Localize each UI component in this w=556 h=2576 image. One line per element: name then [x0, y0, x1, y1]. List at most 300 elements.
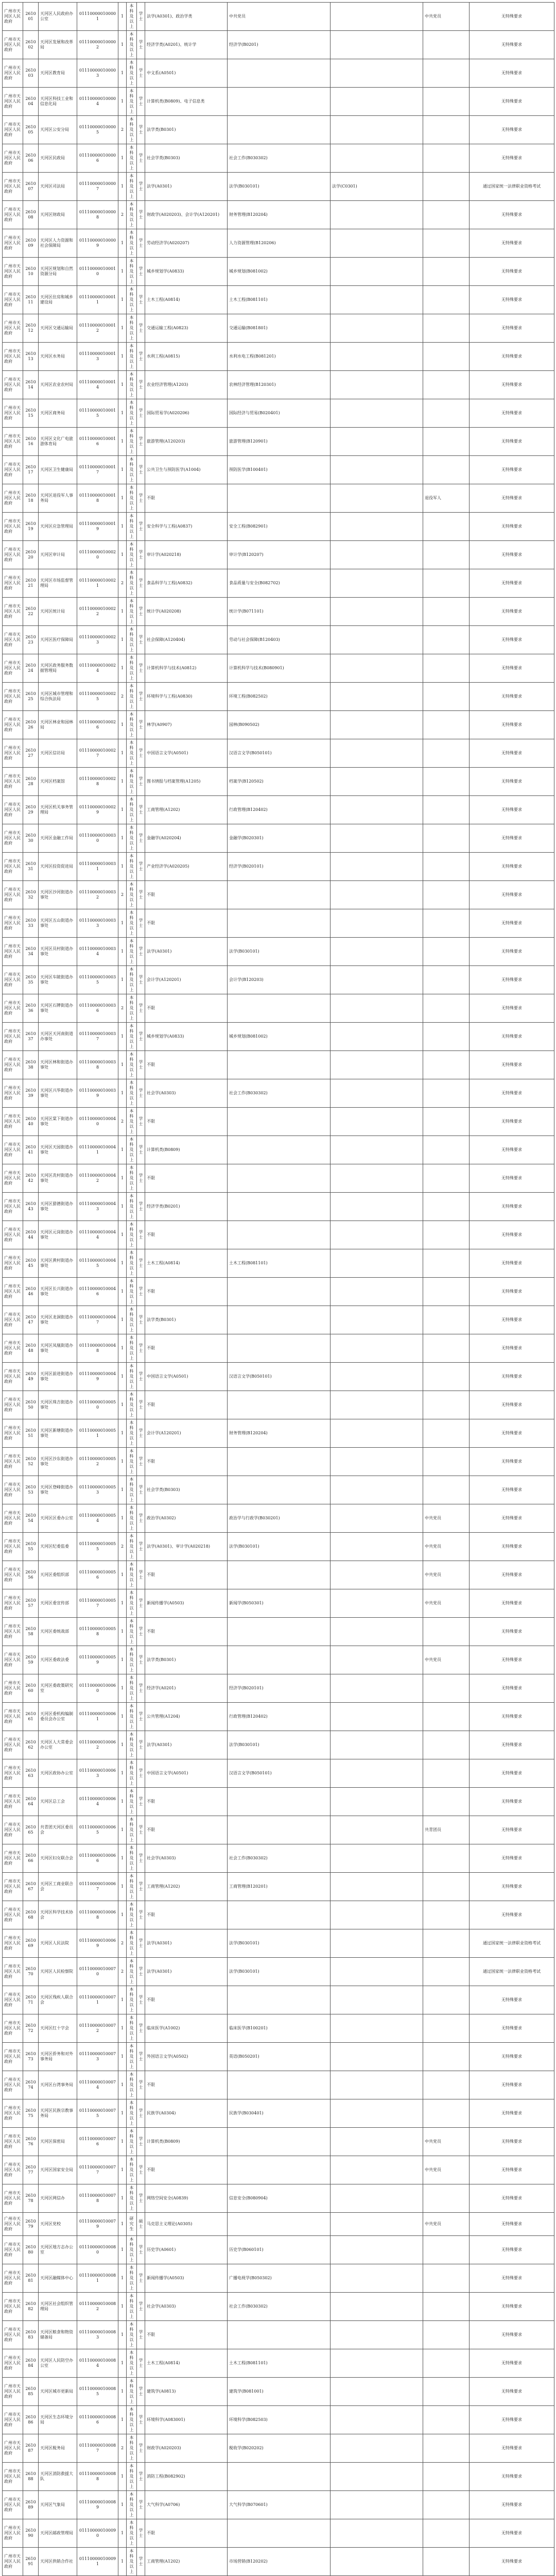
table-row — [3, 428, 554, 456]
table-cell: 天河区五山街道办事处 — [39, 909, 77, 938]
table-cell: 天河区长兴街道办事处 — [39, 1278, 77, 1306]
table-cell: 交通运输工程(A0823) — [145, 314, 228, 343]
table-cell: 1 — [118, 1136, 127, 1164]
table-cell: 通过国家统一法律职业资格考试 — [470, 1929, 554, 1958]
table-cell: 学士 — [137, 683, 145, 711]
table-cell: 学士 — [137, 1816, 145, 1844]
table-cell: 011100000100048 — [77, 1334, 118, 1363]
table-row — [3, 1306, 554, 1334]
table-cell: 1 — [118, 1504, 127, 1533]
table-cell: 学士 — [137, 1079, 145, 1108]
table-row — [3, 1476, 554, 1504]
table-row — [3, 2128, 554, 2156]
table-cell: 学士 — [137, 484, 145, 513]
table-cell: 1 — [118, 2321, 127, 2349]
table-row — [3, 1759, 554, 1788]
table-cell: 011100000100039 — [77, 1079, 118, 1108]
table-cell — [228, 1646, 331, 1674]
table-cell: 天河区市场监督管理局 — [39, 569, 77, 598]
table-cell: 本科及以上 — [127, 938, 137, 966]
table-cell: 261030 — [23, 824, 39, 853]
table-cell: 城乡规划(B081002) — [228, 258, 331, 286]
table-cell: 2 — [118, 1929, 127, 1958]
table-cell: 天河区凤凰街道办事处 — [39, 1334, 77, 1363]
table-cell: 本科及以上 — [127, 1306, 137, 1334]
table-cell — [331, 1533, 423, 1561]
table-cell: 1 — [118, 456, 127, 484]
table-cell: 1 — [118, 1448, 127, 1476]
table-cell — [228, 1986, 331, 2014]
table-cell — [423, 286, 470, 314]
table-cell: 本科及以上 — [127, 966, 137, 994]
table-cell: 汉语言文学(B050101) — [228, 739, 331, 768]
table-cell: 中共党员 — [423, 1589, 470, 1618]
table-cell — [331, 1051, 423, 1079]
table-cell — [423, 2378, 470, 2406]
table-cell: 天河区委统战部 — [39, 1618, 77, 1646]
table-cell: 011100000100037 — [77, 1023, 118, 1051]
table-cell: 261063 — [23, 1759, 39, 1788]
table-cell: 天河区统计局 — [39, 598, 77, 626]
table-cell: 261070 — [23, 1958, 39, 1986]
table-cell — [331, 258, 423, 286]
table-cell — [331, 2293, 423, 2321]
table-cell: 土木工程(A0814) — [145, 286, 228, 314]
table-cell: 1 — [118, 1193, 127, 1221]
table-cell: 1 — [118, 1164, 127, 1193]
table-row — [3, 3, 554, 31]
table-row — [3, 2519, 554, 2548]
table-cell: 政治学(A0302) — [145, 1504, 228, 1533]
table-cell: 1 — [118, 2406, 127, 2434]
table-cell: 广州市天河区人民政府 — [3, 1136, 23, 1164]
table-row — [3, 1533, 554, 1561]
table-cell: 无特殊要求 — [470, 768, 554, 796]
table-cell: 1 — [118, 541, 127, 569]
table-cell: 本科及以上 — [127, 824, 137, 853]
table-cell: 261048 — [23, 1334, 39, 1363]
table-cell: 天河区邮政管理局 — [39, 2519, 77, 2548]
table-cell: 统计学(A020208) — [145, 598, 228, 626]
table-cell: 天河区地方志办公室 — [39, 2236, 77, 2264]
table-cell: 不限 — [145, 1108, 228, 1136]
table-cell: 法学(B030101) — [228, 1533, 331, 1561]
table-cell: 法学(B030101) — [228, 1929, 331, 1958]
table-cell: 011100000100082 — [77, 2293, 118, 2321]
table-row — [3, 1136, 554, 1164]
table-cell: 广州市天河区人民政府 — [3, 2071, 23, 2099]
table-cell: 1 — [118, 2236, 127, 2264]
table-cell: 无特殊要求 — [470, 428, 554, 456]
table-cell — [423, 1108, 470, 1136]
table-row — [3, 173, 554, 201]
table-cell: 011100000100007 — [77, 173, 118, 201]
table-row — [3, 2264, 554, 2293]
table-cell: 261004 — [23, 88, 39, 116]
table-cell: 学士 — [137, 626, 145, 654]
table-cell: 011100000100079 — [77, 2213, 118, 2236]
table-cell: 011100000100033 — [77, 909, 118, 938]
table-cell: 011100000100035 — [77, 966, 118, 994]
table-cell: 无特殊要求 — [470, 1901, 554, 1929]
table-cell: 无特殊要求 — [470, 513, 554, 541]
table-cell: 261053 — [23, 1476, 39, 1504]
table-cell: 园林(B090502) — [228, 711, 331, 739]
table-cell: 011100000100056 — [77, 1561, 118, 1589]
table-cell — [331, 1108, 423, 1136]
table-row — [3, 1079, 554, 1108]
table-cell: 无特殊要求 — [470, 1561, 554, 1589]
table-cell: 1 — [118, 1561, 127, 1589]
table-cell: 1 — [118, 1986, 127, 2014]
table-cell — [331, 2434, 423, 2463]
table-row — [3, 1221, 554, 1249]
table-cell: 天河区国家安全局 — [39, 2156, 77, 2184]
table-cell: 261014 — [23, 371, 39, 399]
table-cell: 广州市天河区人民政府 — [3, 2213, 23, 2236]
table-cell: 2 — [118, 1533, 127, 1561]
table-cell: 临床医学(A1002) — [145, 2014, 228, 2043]
table-cell: 广州市天河区人民政府 — [3, 1618, 23, 1646]
table-cell: 档案学(B120502) — [228, 768, 331, 796]
table-cell: 本科及以上 — [127, 1816, 137, 1844]
table-row — [3, 1618, 554, 1646]
table-cell: 广州市天河区人民政府 — [3, 2463, 23, 2491]
table-cell: 011100000100078 — [77, 2184, 118, 2213]
table-cell: 1 — [118, 1759, 127, 1788]
table-cell: 计算机科学与技术(A0812) — [145, 654, 228, 683]
table-row — [3, 1108, 554, 1136]
table-cell — [423, 116, 470, 144]
table-cell: 2 — [118, 994, 127, 1023]
table-cell: 无特殊要求 — [470, 2128, 554, 2156]
table-row — [3, 1164, 554, 1193]
table-cell: 广州市天河区人民政府 — [3, 229, 23, 258]
table-cell: 农林经济管理(B120301) — [228, 371, 331, 399]
table-cell: 不限 — [145, 1448, 228, 1476]
table-cell: 无特殊要求 — [470, 2349, 554, 2378]
table-cell: 学士 — [137, 428, 145, 456]
table-cell: 261087 — [23, 2434, 39, 2463]
table-cell: 新闻传播学(A0503) — [145, 2264, 228, 2293]
table-cell: 广州市天河区人民政府 — [3, 59, 23, 88]
table-cell: 011100000100069 — [77, 1929, 118, 1958]
table-cell: 261013 — [23, 343, 39, 371]
table-cell — [331, 1561, 423, 1589]
table-cell: 学士 — [137, 1391, 145, 1419]
table-row — [3, 286, 554, 314]
table-cell: 学士 — [137, 1618, 145, 1646]
table-cell — [423, 2099, 470, 2128]
table-cell — [423, 1986, 470, 2014]
table-cell: 261082 — [23, 2293, 39, 2321]
table-cell: 无特殊要求 — [470, 2293, 554, 2321]
table-cell: 011100000100085 — [77, 2378, 118, 2406]
table-cell: 261088 — [23, 2463, 39, 2491]
table-cell: 广州市天河区人民政府 — [3, 1759, 23, 1788]
table-cell: 261033 — [23, 909, 39, 938]
table-cell: 1 — [118, 2463, 127, 2491]
table-cell — [423, 1164, 470, 1193]
table-cell: 学士 — [137, 286, 145, 314]
table-cell: 无特殊要求 — [470, 88, 554, 116]
table-cell: 建筑学(A0813) — [145, 2378, 228, 2406]
table-cell: 011100000100002 — [77, 31, 118, 59]
table-cell: 011100000100077 — [77, 2156, 118, 2184]
table-cell: 本科及以上 — [127, 2264, 137, 2293]
table-cell — [331, 994, 423, 1023]
table-cell: 天河区沙河街道办事处 — [39, 881, 77, 909]
table-cell: 经济学(B020101) — [228, 853, 331, 881]
table-row — [3, 1193, 554, 1221]
table-cell — [331, 484, 423, 513]
table-cell: 学士 — [137, 1278, 145, 1306]
table-cell — [423, 1618, 470, 1646]
table-cell: 261083 — [23, 2321, 39, 2349]
table-cell: 天河区退役军人事务局 — [39, 484, 77, 513]
table-cell: 本科及以上 — [127, 1079, 137, 1108]
table-cell: 不限 — [145, 1278, 228, 1306]
table-cell: 水利水电工程(B081201) — [228, 343, 331, 371]
table-cell: 天河区社会组织管理局 — [39, 2293, 77, 2321]
table-row — [3, 399, 554, 428]
table-cell: 无特殊要求 — [470, 2378, 554, 2406]
table-cell: 民族学(A0304) — [145, 2099, 228, 2128]
table-cell: 消防工程(B082902) — [145, 2463, 228, 2491]
table-cell: 本科及以上 — [127, 1703, 137, 1731]
table-row — [3, 541, 554, 569]
table-cell: 本科及以上 — [127, 1759, 137, 1788]
table-cell: 不限 — [145, 2321, 228, 2349]
table-cell — [331, 2491, 423, 2519]
table-cell — [331, 1674, 423, 1703]
table-cell: 行政管理(B120402) — [228, 796, 331, 824]
table-cell — [228, 59, 331, 88]
table-cell: 天河区区委办公室 — [39, 1504, 77, 1533]
table-cell: 261009 — [23, 229, 39, 258]
table-cell: 本科及以上 — [127, 541, 137, 569]
table-cell: 学士 — [137, 1164, 145, 1193]
table-cell: 无特殊要求 — [470, 966, 554, 994]
table-cell: 011100000100073 — [77, 2043, 118, 2071]
table-cell: 学士 — [137, 1589, 145, 1618]
table-cell: 1 — [118, 59, 127, 88]
table-cell: 环境科学与工程(A0830) — [145, 683, 228, 711]
table-cell: 学士 — [137, 2184, 145, 2213]
table-cell: 本科及以上 — [127, 1136, 137, 1164]
table-cell: 无特殊要求 — [470, 2548, 554, 2576]
table-cell — [423, 1788, 470, 1816]
table-cell: 社会工作(B030302) — [228, 144, 331, 173]
table-cell: 011100000100065 — [77, 1816, 118, 1844]
table-cell — [423, 1136, 470, 1164]
table-cell: 广州市天河区人民政府 — [3, 1193, 23, 1221]
table-cell: 1 — [118, 796, 127, 824]
table-cell: 环境科学(A083001) — [145, 2406, 228, 2434]
table-cell: 天河区总工会 — [39, 1788, 77, 1816]
table-cell — [423, 456, 470, 484]
table-cell: 261075 — [23, 2099, 39, 2128]
table-cell: 无特殊要求 — [470, 1051, 554, 1079]
table-cell: 2 — [118, 201, 127, 229]
table-cell: 学士 — [137, 1844, 145, 1873]
table-cell: 金融学(B020301) — [228, 824, 331, 853]
table-cell: 广州市天河区人民政府 — [3, 2378, 23, 2406]
table-cell: 2 — [118, 116, 127, 144]
table-cell: 学士 — [137, 711, 145, 739]
table-row — [3, 144, 554, 173]
table-cell: 1 — [118, 1363, 127, 1391]
table-cell: 中共党员 — [423, 2128, 470, 2156]
table-cell: 临床医学(B100201) — [228, 2014, 331, 2043]
table-cell — [331, 116, 423, 144]
table-cell — [423, 428, 470, 456]
table-cell: 261061 — [23, 1703, 39, 1731]
table-cell: 本科及以上 — [127, 229, 137, 258]
table-cell: 学士 — [137, 938, 145, 966]
table-cell: 天河区龙洞街道办事处 — [39, 1306, 77, 1334]
table-cell: 广州市天河区人民政府 — [3, 683, 23, 711]
table-cell: 学士 — [137, 1731, 145, 1759]
table-cell: 261049 — [23, 1363, 39, 1391]
table-cell: 工商管理(B120201) — [228, 1873, 331, 1901]
table-cell: 011100000100024 — [77, 654, 118, 683]
table-cell: 中共党员 — [423, 3, 470, 31]
table-cell: 广州市天河区人民政府 — [3, 2156, 23, 2184]
table-cell — [423, 654, 470, 683]
table-cell — [423, 59, 470, 88]
table-cell: 本科及以上 — [127, 1221, 137, 1249]
table-cell: 法学(B030101) — [228, 1958, 331, 1986]
table-cell: 无特殊要求 — [470, 399, 554, 428]
table-cell — [228, 1391, 331, 1419]
table-cell: 社会学(A0303) — [145, 1079, 228, 1108]
table-row — [3, 1363, 554, 1391]
table-cell: 011100000100014 — [77, 371, 118, 399]
table-cell: 261032 — [23, 881, 39, 909]
table-cell: 法学(B030101) — [228, 1731, 331, 1759]
table-row — [3, 1873, 554, 1901]
table-cell — [331, 1136, 423, 1164]
table-cell — [228, 1448, 331, 1476]
table-cell: 1 — [118, 484, 127, 513]
table-row — [3, 796, 554, 824]
table-cell: 广州市天河区人民政府 — [3, 739, 23, 768]
table-cell: 财政学(A020203) — [145, 2434, 228, 2463]
table-cell: 261044 — [23, 1221, 39, 1249]
table-cell — [423, 1929, 470, 1958]
table-cell: 天河区财政局 — [39, 201, 77, 229]
table-cell: 天河区新塘街道办事处 — [39, 1419, 77, 1448]
table-cell — [331, 314, 423, 343]
table-cell: 261057 — [23, 1589, 39, 1618]
table-cell: 学士 — [137, 201, 145, 229]
table-cell: 广州市天河区人民政府 — [3, 513, 23, 541]
table-cell: 1 — [118, 3, 127, 31]
table-cell: 学士 — [137, 2264, 145, 2293]
table-cell — [423, 2491, 470, 2519]
table-cell: 011100000100061 — [77, 1703, 118, 1731]
table-cell: 国际贸易学(A020206) — [145, 399, 228, 428]
table-cell: 广州市天河区人民政府 — [3, 1958, 23, 1986]
table-cell — [331, 654, 423, 683]
table-cell: 1 — [118, 2378, 127, 2406]
table-cell: 1 — [118, 598, 127, 626]
table-cell: 天河区科学技术协会 — [39, 1901, 77, 1929]
table-cell: 261043 — [23, 1193, 39, 1221]
table-row — [3, 31, 554, 59]
table-cell: 学士 — [137, 1448, 145, 1476]
table-cell: 广州市天河区人民政府 — [3, 1504, 23, 1533]
table-cell: 261076 — [23, 2128, 39, 2156]
table-cell: 学士 — [137, 456, 145, 484]
table-cell: 无特殊要求 — [470, 144, 554, 173]
table-cell: 天河区天园街道办事处 — [39, 1136, 77, 1164]
table-cell: 广州市天河区人民政府 — [3, 541, 23, 569]
table-cell: 天河区纪委监委 — [39, 1533, 77, 1561]
table-cell — [331, 428, 423, 456]
table-cell: 法学类(B0301) — [145, 116, 228, 144]
table-cell: 学士 — [137, 258, 145, 286]
table-cell: 261002 — [23, 31, 39, 59]
table-cell: 本科及以上 — [127, 1674, 137, 1703]
table-cell: 法学(A0301) — [145, 1929, 228, 1958]
table-cell — [331, 569, 423, 598]
table-cell: 011100000100020 — [77, 541, 118, 569]
table-cell: 无特殊要求 — [470, 1873, 554, 1901]
table-cell: 天河区委政法委 — [39, 1646, 77, 1674]
table-cell — [423, 314, 470, 343]
table-cell: 学士 — [137, 31, 145, 59]
table-cell: 无特殊要求 — [470, 2014, 554, 2043]
table-cell: 无特殊要求 — [470, 3, 554, 31]
table-cell: 广州市天河区人民政府 — [3, 116, 23, 144]
table-cell — [331, 966, 423, 994]
table-cell: 无特殊要求 — [470, 1816, 554, 1844]
table-cell: 261071 — [23, 1986, 39, 2014]
table-cell: 本科及以上 — [127, 626, 137, 654]
table-cell: 外国语言文学(A0502) — [145, 2043, 228, 2071]
table-cell — [228, 1901, 331, 1929]
table-cell — [423, 513, 470, 541]
table-cell: 不限 — [145, 1618, 228, 1646]
table-cell — [423, 1419, 470, 1448]
table-row — [3, 2014, 554, 2043]
table-cell: 历史学(A0601) — [145, 2236, 228, 2264]
table-cell — [423, 1249, 470, 1278]
table-cell — [331, 1618, 423, 1646]
table-cell: 261051 — [23, 1419, 39, 1448]
table-row — [3, 314, 554, 343]
table-cell — [423, 739, 470, 768]
table-cell: 011100000100091 — [77, 2548, 118, 2576]
table-cell: 审计学(A020218) — [145, 541, 228, 569]
table-cell: 广州市天河区人民政府 — [3, 1873, 23, 1901]
table-cell: 本科及以上 — [127, 1419, 137, 1448]
table-cell: 1 — [118, 513, 127, 541]
table-cell — [423, 1674, 470, 1703]
table-cell: 不限 — [145, 909, 228, 938]
table-cell — [423, 938, 470, 966]
table-row — [3, 569, 554, 598]
table-cell: 广州市天河区人民政府 — [3, 2321, 23, 2349]
table-cell: 财务管理(B120204) — [228, 201, 331, 229]
table-cell — [331, 1221, 423, 1249]
table-cell: 无特殊要求 — [470, 1448, 554, 1476]
table-cell: 社会工作(B030302) — [228, 1079, 331, 1108]
table-cell: 2 — [118, 881, 127, 909]
table-cell: 中国语言文学(A0501) — [145, 739, 228, 768]
